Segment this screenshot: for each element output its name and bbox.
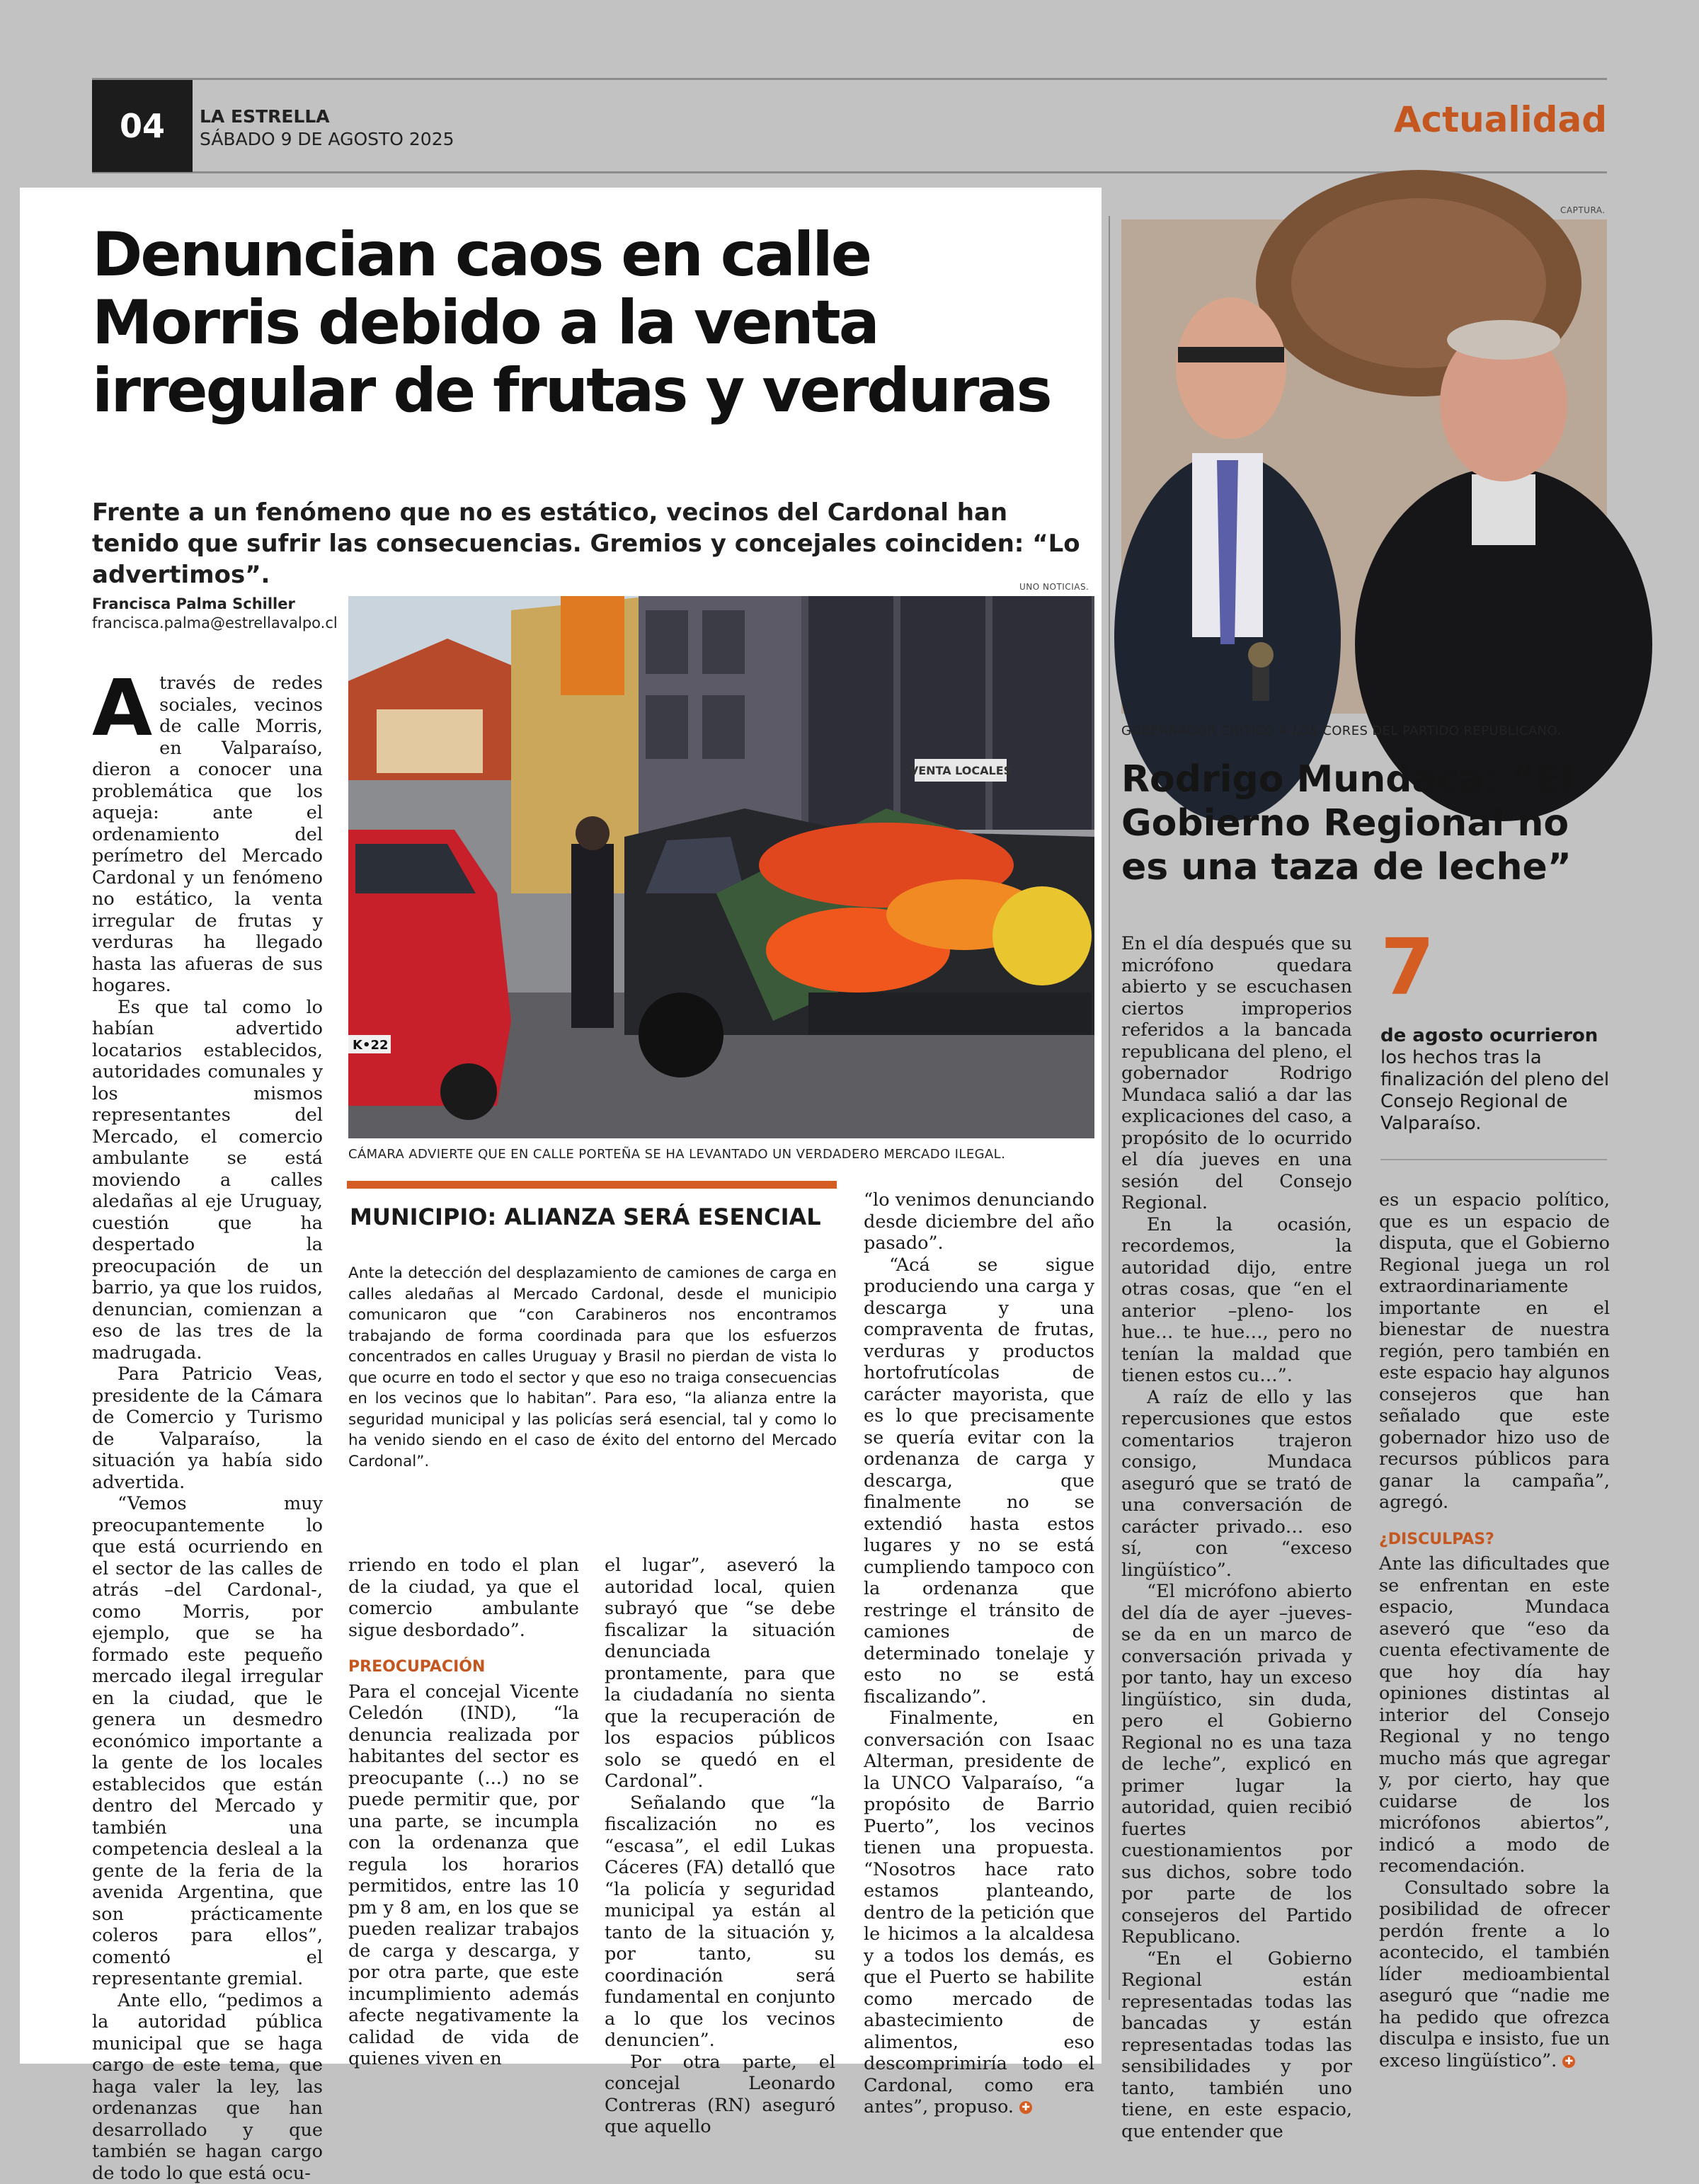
main-headline: Denuncian caos en calle Morris debido a la venta irregular de frutas y verduras [92,221,1097,425]
main-col-1-p3: Para Patricio Veas, presidente de la Cámara de Comercio y Turismo de Valparaíso, la situación ya había sido advertida. [92,1363,323,1493]
fact-big-number: 7 [1380,922,1435,1012]
side-col-1 [1121,933,1352,2142]
side-col-1-p3: A raíz de ello y las repercusiones que estos comentarios trajeron consigo, Mundaca aseguró que se trató de una conversación de carácter privado… eso sí, con “exceso lingüístico”. [1121,1387,1352,1582]
end-mark-icon: ✚ [1019,2101,1032,2114]
shop-sign-text: VENTA LOCALES [910,764,1012,777]
main-col-4-p3: Finalmente, en conversación con Isaac Alterman, presidente de la UNCO Valparaíso, “a propósito de Barrio Puerto”, los vecinos tienen una propuesta. “Nosotros hace rato estamos planteando, dentro de la petición que le hicimos a la alcaldesa y a todos los demás, es que el Puerto se habilite como mercado de abastecimiento de alimentos, eso descomprimiría todo el Cardonal, como era antes”, propuso. ✚ [864,1708,1094,2118]
license-plate: K•22 [353,1038,389,1053]
side-headline: Rodrigo Mundaca: “El Gobierno Regional no es una taza de leche” [1121,757,1631,889]
main-col-1-p4: “Vemos muy preocupantemente lo que está ocurriendo en el sector de las calles de atrás –del Cardonal-, como Morris, por ejemplo, que se ha formado este pequeño mercado ilegal irregular en la ciudad, que le genera un desmedro económico importante a la gente de los locales establecidos que están dentro del Mercado y también una competencia desleal a la gente de la feria de la avenida Argentina, que son prácticamente coleros para ellos”, comentó el representante gremial. [92,1493,323,1990]
main-col-2 [348,1555,579,2070]
main-col-1-p2: Es que tal como lo habían advertido locatarios establecidos, autoridades comunales y los mismos representantes del Mercado, el comercio ambulante se está moviendo a calles aledañas al eje Uruguay, cuestión que ha despertado la preocupación de un barrio, ya que los ruidos, denuncian, comienzan a eso de las tres de la madrugada. [92,997,323,1364]
side-col-1-p1: En el día después que su micrófono quedara abierto y se escuchasen ciertos improperios referidos a la bancada republicana del pleno, el gobernador Rodrigo Mundaca salió a dar las explicaciones del caso, a propósito de lo ocurrido el día jueves en una sesión del Consejo Regional. [1121,933,1352,1214]
side-col-1-p5: “En el Gobierno Regional están representadas todas las bancadas y están representadas todas las sensibilidades y por tanto, también uno tiene, en este espacio, que entender que [1121,1948,1352,2143]
box-text: Ante la detección del desplazamiento de camiones de carga en calles aledañas al Mercado Cardonal, desde el municipio comunicaron que “con Carabineros nos encontramos trabajando de forma coordinada para que los esfuerzos concentrados en calles Uruguay y Brasil no pierdan de vista lo que ocurre en todo el sector y que eso no traiga consecuencias en los vecinos que lo habitan”. Para eso, “la alianza entre la seguridad municipal y las policías será esencial, tal y como lo ha venido siendo en el caso de éxito del entorno del Mercado Cardonal”. [348,1263,837,1472]
main-photo-credit: UNO NOTICIAS. [1019,582,1089,592]
main-col-4-p2: “Acá se sigue produciendo una carga y descarga y una compraventa de frutas, verduras y productos hortofrutícolas de carácter mayorista, que es lo que precisamente se quería evitar con la ordenanza de carga y descarga, que finalmente no se extendió hasta estos lugares y no se está cumpliendo tampoco con la ordenanza que restringe el tránsito de camiones de determinado tonelaje y esto no se está fiscalizando”. [864,1254,1094,1708]
paper-name: LA ESTRELLA [200,106,330,127]
side-col-1-p2: En la ocasión, recordemos, la autoridad dijo, entre otras cosas, que “en el anterior –pleno- los hue… te hue…, pero no tenían la maldad que tienen estos cu…”. [1121,1214,1352,1387]
subhead-disculpas: ¿DISCULPAS? [1379,1529,1610,1551]
main-col-3-p3: Por otra parte, el concejal Leonardo Contreras (RN) aseguró que aquello [605,2052,835,2138]
fact-text: los hechos tras la finalización del pleno del Consejo Regional de Valparaíso. [1380,1047,1614,1135]
side-end-mark-icon: ✚ [1562,2055,1575,2068]
fact-box-rule [1380,1159,1607,1160]
side-col-2-p1: es un espacio político, que es un espacio de disputa, que el Gobierno Regional juega un rol extraordinariamente importante en el bienestar de nuestra región, pero también en este espacio hay algunos consejeros que han señalado que este gobernador hizo uso de recursos públicos para ganar la campaña”, agregó. [1379,1189,1610,1514]
byline [92,595,338,633]
main-col-2-p1: rriendo en todo el plan de la ciudad, ya que el comercio ambulante sigue desbordado”. [348,1555,579,1641]
page-number: 04 [92,80,193,172]
box-title: MUNICIPIO: ALIANZA SERÁ ESENCIAL [350,1204,821,1230]
section-title: Actualidad [1394,99,1607,140]
main-col-4 [864,1189,1094,2118]
side-photo-caption: GOBERNADOR CRITICÓ A LOS CORES DEL PARTIDO REPUBLICANO. [1121,724,1561,738]
subhead-preocupacion: PREOCUPACIÓN [348,1657,579,1679]
street-market-illustration [348,596,1094,1138]
main-dek: Frente a un fenómeno que no es estático, vecinos del Cardonal han tenido que sufrir las consecuencias. Gremios y concejales coinciden: “Lo advertimos”. [92,497,1097,590]
main-col-4-p1: “lo venimos denunciando desde diciembre del año pasado”. [864,1189,1094,1254]
side-col-2-p3: Consultado sobre la posibilidad de ofrecer perdón frente a lo acontecido, el también líder medioambiental aseguró que “nadie me ha pedido que ofrezca disculpa e insisto, fue un exceso lingüístico”. ✚ [1379,1877,1610,2072]
fact-bold: de agosto ocurrieron [1380,1025,1598,1046]
fact-box [1380,1025,1614,1135]
box-accent-bar [347,1181,837,1189]
side-col-2-p2: Ante las dificultades que se enfrentan en este espacio, Mundaca aseveró que “eso da cuenta efectivamente de que hoy día hay opiniones distintas al interior del Consejo Regional y no tengo mucho más que agregar y, por cierto, hay que cuidarse de los micrófonos abiertos”, indicó a modo de recomendación. [1379,1553,1610,1877]
main-col-1 [92,673,323,2184]
side-col-2 [1379,1189,1610,2071]
main-photo-caption: CÁMARA ADVIERTE QUE EN CALLE PORTEÑA SE HA LEVANTADO UN VERDADERO MERCADO ILEGAL. [348,1147,1005,1162]
header-bottom-rule [92,171,1607,173]
column-divider [1109,216,1110,2000]
author-name: Francisca Palma Schiller [92,595,295,612]
main-col-1-p5: Ante ello, “pedimos a la autoridad pública municipal que se haga cargo de este tema, que haga valer la ley, las ordenanzas que han desarrollado y que también se hagan cargo de todo lo que está ocu- [92,1990,323,2184]
side-col-1-p4: “El micrófono abierto del día de ayer –jueves- se da en un marco de conversación privada y por tanto, hay un exceso lingüístico, sin duda, pero el Gobierno Regional no es una taza de leche”, explicó en primer lugar la autoridad, quien recibió fuertes cuestionamientos por sus dichos, sobre todo por parte de los consejeros del Partido Republicano. [1121,1581,1352,1948]
dropcap: A [92,675,152,741]
issue-date: SÁBADO 9 DE AGOSTO 2025 [200,129,454,149]
author-email: francisca.palma@estrellavalpo.cl [92,614,338,633]
side-photo-credit: CAPTURA. [1560,205,1606,215]
main-col-3-p2: Señalando que “la fiscalización no es “escasa”, el edil Lukas Cáceres (FA) detalló que “la policía y seguridad municipal ya están al tanto de la situación y, por tanto, su coordinación será fundamental en conjunto a lo que los vecinos denuncien”. [605,1793,835,2052]
main-col-3 [605,1555,835,2138]
main-photo [348,596,1094,1138]
header-top-rule [92,78,1607,80]
main-col-2-p2: Para el concejal Vicente Celedón (IND), “la denuncia realizada por habitantes del sector es preocupante (...) no se puede permitir que, por una parte, se incumpla con la ordenanza que regula los horarios permitidos, entre las 10 pm y 8 am, en los que se pueden realizar trabajos de carga y descarga, y por otra parte, que este incumplimiento además afecte negativamente la calidad de vida de quienes viven en [348,1681,579,2070]
main-col-3-p1: el lugar”, aseveró la autoridad local, quien subrayó que “se debe fiscalizar la situación denunciada prontamente, para que la ciudadanía no sienta que la recuperación de los espacios públicos solo se quedó en el Cardonal”. [605,1555,835,1793]
council-meeting-illustration [1121,219,1607,714]
main-col-1-p1: Através de redes sociales, vecinos de calle Morris, en Valparaíso, dieron a conocer una problemática que los aqueja: ante el ordenamiento del perímetro del Mercado Cardonal y un fenómeno no estático, la venta irregular de frutas y verduras ha llegado hasta las afueras de sus hogares. [92,673,323,997]
side-photo [1121,219,1607,714]
